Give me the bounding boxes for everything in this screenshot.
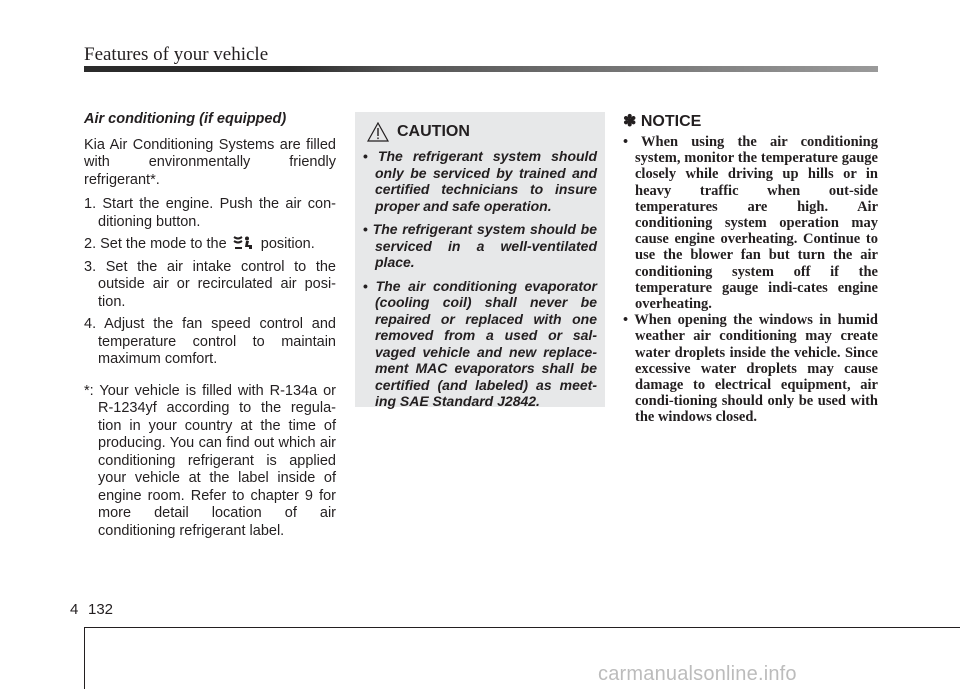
- notice-item: • When opening the windows in humid weather air conditioning may create water droplets inside the vehicle. Since excessive water droplets may cause damage to electrical equipment, air condi-tioning should only be used with the windows closed.: [623, 312, 878, 425]
- step-1: 1. Start the engine. Push the air con-ditioning button.: [84, 196, 336, 230]
- section-subheading: Air conditioning (if equipped): [84, 111, 287, 127]
- warning-triangle-icon: [367, 122, 389, 142]
- notice-title: ✽ NOTICE: [623, 113, 702, 130]
- footer-divider: [84, 628, 85, 689]
- main-column: [84, 111, 336, 540]
- caution-item: • The refrigerant system should be serviced in a well-ventilated place.: [363, 221, 597, 271]
- intro-paragraph: Kia Air Conditioning Systems are filled with environmentally friendly refrigerant*.: [84, 136, 336, 188]
- caution-item: • The refrigerant system should only be serviced by trained and certified technicians to insure proper and safe operation.: [363, 148, 597, 214]
- caution-header: [363, 122, 597, 142]
- floor-defrost-mode-icon: [231, 236, 257, 250]
- footer-rule: [84, 627, 960, 628]
- caution-item: • The air conditioning evaporator (cooling coil) shall never be repaired or replaced with one removed from a used or sal-vaged vehicle and new replace-ment MAC evaporators shall be certified (and labeled) as meet-ing SAE Standard J2842.: [363, 278, 597, 410]
- step-2: [84, 236, 336, 254]
- step-4: 4. Adjust the fan speed control and temperature control to maintain maximum comfort.: [84, 316, 336, 367]
- watermark: carmanualsonline.info: [598, 663, 797, 685]
- step-2-text-after: position.: [260, 236, 315, 252]
- caution-title: CAUTION: [397, 123, 470, 140]
- chapter-number: 4: [70, 601, 79, 618]
- notice-section: [623, 111, 878, 426]
- page-number: 132: [88, 601, 114, 618]
- step-2-text-before: 2. Set the mode to the: [84, 236, 227, 252]
- notice-list: [623, 134, 878, 426]
- caution-list: [363, 148, 597, 410]
- header-rule: [84, 66, 878, 72]
- page-header-title: Features of your vehicle: [84, 44, 269, 65]
- caution-box: [355, 112, 605, 407]
- step-3: 3. Set the air intake control to the outside air or recirculated air posi-tion.: [84, 258, 336, 310]
- notice-item: • When using the air conditioning system, monitor the temperature gauge closely while driving up hills or in heavy traffic when out-side temperatures are high. Air conditioning system operation may cause engine overheating. Continue to use the blower fan but turn the air conditioning system off if the temperature gauge indi-cates engine overheating.: [623, 134, 878, 312]
- refrigerant-footnote: *: Your vehicle is filled with R-134a or R-1234yf according to the regula-tion in your country at the time of producing. You can find out which air conditioning refrigerant is applied your vehicle at the label inside of engine room. Refer to chapter 9 for more detail location of air conditioning refrigerant label.: [84, 382, 336, 539]
